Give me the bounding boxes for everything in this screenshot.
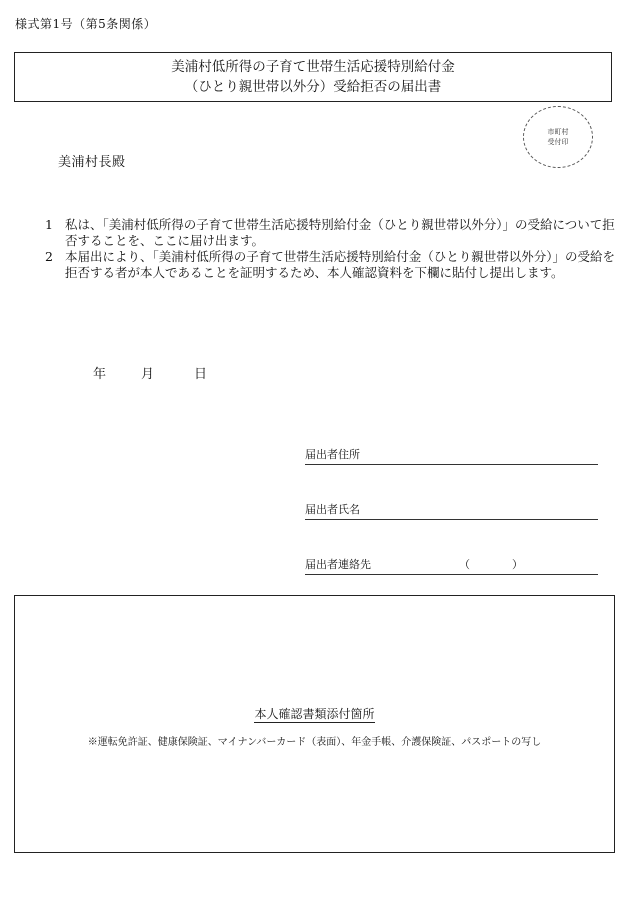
statement-text: 私は、「美浦村低所得の子育て世帯生活応援特別給付金（ひとり親世帯以外分）」の受給について拒否することを、ここに届け出ます。 [65,217,615,248]
stamp-line-2: 受付印 [547,138,569,146]
title-line-2: （ひとり親世帯以外分）受給拒否の届出書 [184,79,442,95]
statement-2 [40,249,615,281]
reception-stamp-area [523,106,593,168]
attachment-note: ※運転免許証、健康保険証、マイナンバーカード（表面）、年金手帳、介護保険証、パスポートの写し [87,737,542,748]
attachment-title: 本人確認書類添付箇所 [254,707,375,721]
address-label: 届出者住所 [305,448,360,461]
title-line-1: 美浦村低所得の子育て世帯生活応援特別給付金 [171,59,455,75]
stamp-line-1: 市町村 [547,128,569,136]
form-number: 様式第1号（第5条関係） [15,17,157,31]
statement-number: 1 [45,217,53,232]
name-label: 届出者氏名 [305,503,360,516]
contact-paren-close: ） [512,558,523,571]
addressee: 美浦村長殿 [58,155,126,170]
id-document-attachment-area[interactable] [14,595,615,853]
statement-1 [40,217,615,249]
month-label: 月 [141,367,155,382]
statement-number: 2 [45,249,53,264]
contact-label: 届出者連絡先 [305,558,371,571]
address-field[interactable] [305,448,598,465]
contact-paren-open: （ [459,558,470,571]
name-field[interactable] [305,503,598,520]
year-label: 年 [93,367,107,382]
statement-text: 本届出により、「美浦村低所得の子育て世帯生活応援特別給付金（ひとり親世帯以外分）」の受給を拒否する者が本人であることを証明するため、本人確認資料を下欄に貼付し提出します。 [65,249,616,280]
day-label: 日 [194,367,208,382]
statements [40,217,615,281]
document-title-box [14,52,612,102]
date-row[interactable] [93,363,207,382]
contact-field[interactable] [305,558,598,575]
